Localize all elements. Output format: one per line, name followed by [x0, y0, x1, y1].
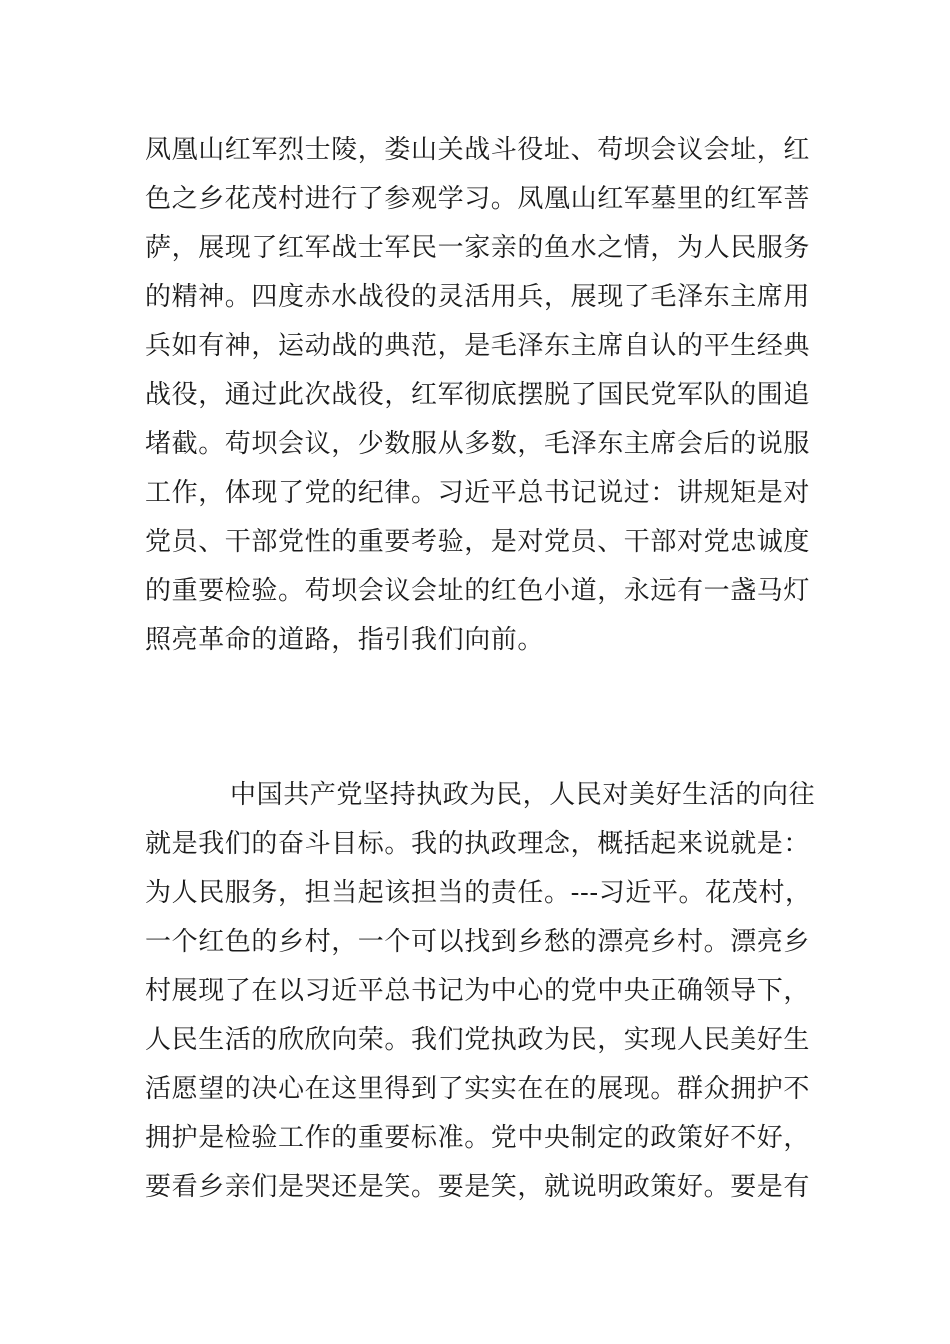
text-line: 活愿望的决心在这里得到了实实在在的展现。群众拥护不 [145, 1074, 811, 1104]
text-line: 色之乡花茂村进行了参观学习。凤凰山红军墓里的红军菩 [145, 184, 811, 214]
text-line: 要看乡亲们是哭还是笑。要是笑，就说明政策好。要是有 [145, 1172, 811, 1202]
text-line: 堵截。苟坝会议，少数服从多数，毛泽东主席会后的说服 [145, 429, 811, 459]
text-line-indented: 中国共产党坚持执政为民，人民对美好生活的向往 [230, 780, 816, 810]
text-line: 人民生活的欣欣向荣。我们党执政为民，实现人民美好生 [145, 1025, 811, 1055]
text-line: 战役，通过此次战役，红军彻底摆脱了国民党军队的围追 [145, 380, 811, 410]
text-line: 为人民服务，担当起该担当的责任。---习近平。花茂村， [145, 878, 812, 908]
text-line: 的重要检验。苟坝会议会址的红色小道，永远有一盏马灯 [145, 576, 811, 606]
text-line: 拥护是检验工作的重要标准。党中央制定的政策好不好， [145, 1123, 811, 1153]
text-line: 党员、干部党性的重要考验，是对党员、干部对党忠诚度 [145, 527, 811, 557]
text-line: 的精神。四度赤水战役的灵活用兵，展现了毛泽东主席用 [145, 282, 811, 312]
text-line: 萨，展现了红军战士军民一家亲的鱼水之情，为人民服务 [145, 233, 811, 263]
text-line: 兵如有神，运动战的典范，是毛泽东主席自认的平生经典 [145, 331, 811, 361]
text-line: 照亮革命的道路，指引我们向前。 [145, 625, 545, 655]
text-line: 一个红色的乡村，一个可以找到乡愁的漂亮乡村。漂亮乡 [145, 927, 811, 957]
text-line: 村展现了在以习近平总书记为中心的党中央正确领导下， [145, 976, 811, 1006]
text-line: 凤凰山红军烈士陵，娄山关战斗役址、苟坝会议会址，红 [145, 135, 811, 165]
text-line: 就是我们的奋斗目标。我的执政理念，概括起来说就是： [145, 829, 811, 859]
text-line: 工作，体现了党的纪律。习近平总书记说过：讲规矩是对 [145, 478, 811, 508]
